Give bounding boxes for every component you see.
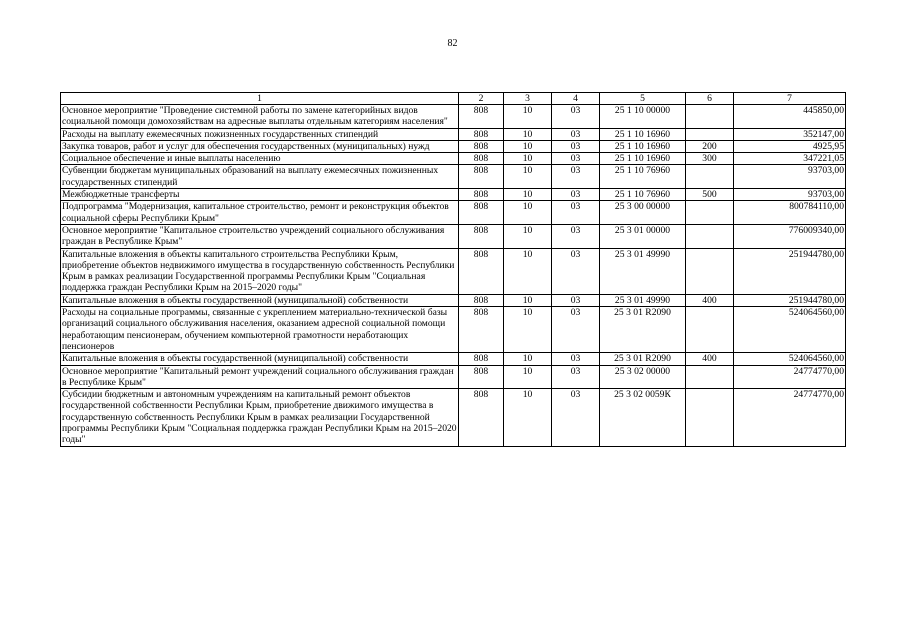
row-name-cell: Подпрограмма "Модернизация, капитальное строительство, ремонт и реконструкция объектов социальной сферы Республики Крым" <box>61 201 459 225</box>
row-name-cell: Закупка товаров, работ и услуг для обеспечения государственных (муниципальных) нужд <box>61 140 459 152</box>
subsection-code-cell: 03 <box>552 294 600 306</box>
column-header: 2 <box>459 93 504 105</box>
row-name-cell: Капитальные вложения в объекты государственной (муниципальной) собственности <box>61 294 459 306</box>
row-name-cell: Субвенции бюджетам муниципальных образований на выплату ежемесячных пожизненных государственных стипендий <box>61 165 459 189</box>
header-row <box>61 93 846 105</box>
target-article-cell: 25 3 01 R2090 <box>600 307 686 353</box>
table-row <box>61 128 846 140</box>
subsection-code-cell: 03 <box>552 353 600 365</box>
target-article-cell: 25 3 01 49990 <box>600 248 686 294</box>
table-row <box>61 248 846 294</box>
target-article-cell: 25 3 00 00000 <box>600 201 686 225</box>
target-article-cell: 25 3 01 49990 <box>600 294 686 306</box>
amount-cell: 24774770,00 <box>734 389 846 446</box>
section-code-cell: 10 <box>504 248 552 294</box>
target-article-cell: 25 3 01 R2090 <box>600 353 686 365</box>
subsection-code-cell: 03 <box>552 389 600 446</box>
ministry-code-cell: 808 <box>459 248 504 294</box>
target-article-cell: 25 3 02 0059К <box>600 389 686 446</box>
section-code-cell: 10 <box>504 307 552 353</box>
row-name-cell: Основное мероприятие "Капитальное строительство учреждений социального обслуживания граждан в Республике Крым" <box>61 224 459 248</box>
amount-cell: 445850,00 <box>734 105 846 129</box>
budget-table <box>60 92 846 447</box>
row-name-cell: Капитальные вложения в объекты государственной (муниципальной) собственности <box>61 353 459 365</box>
page-number: 82 <box>447 38 458 49</box>
subsection-code-cell: 03 <box>552 153 600 165</box>
section-code-cell: 10 <box>504 365 552 389</box>
table-row <box>61 153 846 165</box>
row-name-cell: Расходы на выплату ежемесячных пожизненных государственных стипендий <box>61 128 459 140</box>
table-row <box>61 105 846 129</box>
expense-type-cell <box>686 201 734 225</box>
amount-cell: 352147,00 <box>734 128 846 140</box>
expense-type-cell: 500 <box>686 189 734 201</box>
target-article-cell: 25 1 10 16960 <box>600 128 686 140</box>
section-code-cell: 10 <box>504 189 552 201</box>
table-row <box>61 189 846 201</box>
amount-cell: 524064560,00 <box>734 307 846 353</box>
amount-cell: 524064560,00 <box>734 353 846 365</box>
expense-type-cell <box>686 165 734 189</box>
row-name-cell: Основное мероприятие "Проведение системной работы по замене категорийных видов социальной помощи домохозяйствам на адресные выплаты отдельным категориям населения" <box>61 105 459 129</box>
target-article-cell: 25 1 10 00000 <box>600 105 686 129</box>
target-article-cell: 25 3 02 00000 <box>600 365 686 389</box>
ministry-code-cell: 808 <box>459 140 504 152</box>
section-code-cell: 10 <box>504 105 552 129</box>
section-code-cell: 10 <box>504 201 552 225</box>
subsection-code-cell: 03 <box>552 128 600 140</box>
section-code-cell: 10 <box>504 165 552 189</box>
ministry-code-cell: 808 <box>459 307 504 353</box>
row-name-cell: Основное мероприятие "Капитальный ремонт учреждений социального обслуживания граждан в Республике Крым" <box>61 365 459 389</box>
ministry-code-cell: 808 <box>459 389 504 446</box>
amount-cell: 93703,00 <box>734 189 846 201</box>
subsection-code-cell: 03 <box>552 224 600 248</box>
table-row <box>61 294 846 306</box>
section-code-cell: 10 <box>504 294 552 306</box>
expense-type-cell: 400 <box>686 353 734 365</box>
section-code-cell: 10 <box>504 128 552 140</box>
subsection-code-cell: 03 <box>552 105 600 129</box>
expense-type-cell <box>686 389 734 446</box>
target-article-cell: 25 1 10 16960 <box>600 153 686 165</box>
subsection-code-cell: 03 <box>552 140 600 152</box>
expense-type-cell <box>686 105 734 129</box>
amount-cell: 24774770,00 <box>734 365 846 389</box>
expense-type-cell <box>686 307 734 353</box>
ministry-code-cell: 808 <box>459 224 504 248</box>
amount-cell: 93703,00 <box>734 165 846 189</box>
expense-type-cell <box>686 248 734 294</box>
table-row <box>61 201 846 225</box>
ministry-code-cell: 808 <box>459 294 504 306</box>
expense-type-cell: 200 <box>686 140 734 152</box>
ministry-code-cell: 808 <box>459 128 504 140</box>
subsection-code-cell: 03 <box>552 189 600 201</box>
subsection-code-cell: 03 <box>552 165 600 189</box>
table-row <box>61 165 846 189</box>
table-row <box>61 389 846 446</box>
expense-type-cell <box>686 128 734 140</box>
expense-type-cell: 300 <box>686 153 734 165</box>
table-row <box>61 353 846 365</box>
target-article-cell: 25 1 10 76960 <box>600 165 686 189</box>
column-header: 6 <box>686 93 734 105</box>
row-name-cell: Субсидии бюджетным и автономным учреждениям на капитальный ремонт объектов государственной собственности Республики Крым, приобретение движимого имущества в государственную собственность Республики Крым в рамках реализации Государственной программы Республики Крым "Социальная поддержка граждан Республики Крым на 2015–2020 годы" <box>62 389 457 446</box>
column-header: 3 <box>504 93 552 105</box>
column-header: 4 <box>552 93 600 105</box>
table-body <box>61 105 846 447</box>
row-name-cell: Капитальные вложения в объекты капитального строительства Республики Крым, приобретение объектов недвижимого имущества в государственную собственность Республики Крым в рамках реализации Государственной программы Республики Крым "Социальная поддержка граждан Республики Крым на 2015–2020 годы" <box>61 248 459 294</box>
amount-cell: 347221,05 <box>734 153 846 165</box>
row-name-cell: Расходы на социальные программы, связанные с укреплением материально-технической базы организаций социального обслуживания населения, оказанием адресной социальной помощи неработающим пенсионерам, обучением компьютерной грамотности неработающих пенсионеров <box>61 307 459 353</box>
subsection-code-cell: 03 <box>552 201 600 225</box>
column-header: 5 <box>600 93 686 105</box>
column-header: 7 <box>734 93 846 105</box>
amount-cell: 251944780,00 <box>734 294 846 306</box>
section-code-cell: 10 <box>504 389 552 446</box>
section-code-cell: 10 <box>504 224 552 248</box>
table-row <box>61 365 846 389</box>
column-header: 1 <box>61 93 459 105</box>
ministry-code-cell: 808 <box>459 201 504 225</box>
table-row <box>61 307 846 353</box>
table-row <box>61 224 846 248</box>
expense-type-cell <box>686 365 734 389</box>
expense-type-cell <box>686 224 734 248</box>
amount-cell: 4925,95 <box>734 140 846 152</box>
amount-cell: 251944780,00 <box>734 248 846 294</box>
row-name-cell: Межбюджетные трансферты <box>61 189 459 201</box>
section-code-cell: 10 <box>504 353 552 365</box>
amount-cell: 800784110,00 <box>734 201 846 225</box>
subsection-code-cell: 03 <box>552 248 600 294</box>
expense-type-cell: 400 <box>686 294 734 306</box>
target-article-cell: 25 3 01 00000 <box>600 224 686 248</box>
ministry-code-cell: 808 <box>459 165 504 189</box>
section-code-cell: 10 <box>504 153 552 165</box>
target-article-cell: 25 1 10 16960 <box>600 140 686 152</box>
subsection-code-cell: 03 <box>552 307 600 353</box>
ministry-code-cell: 808 <box>459 153 504 165</box>
ministry-code-cell: 808 <box>459 353 504 365</box>
row-name-cell: Социальное обеспечение и иные выплаты населению <box>61 153 459 165</box>
ministry-code-cell: 808 <box>459 105 504 129</box>
ministry-code-cell: 808 <box>459 365 504 389</box>
ministry-code-cell: 808 <box>459 189 504 201</box>
section-code-cell: 10 <box>504 140 552 152</box>
table-row <box>61 140 846 152</box>
target-article-cell: 25 1 10 76960 <box>600 189 686 201</box>
amount-cell: 776009340,00 <box>734 224 846 248</box>
subsection-code-cell: 03 <box>552 365 600 389</box>
